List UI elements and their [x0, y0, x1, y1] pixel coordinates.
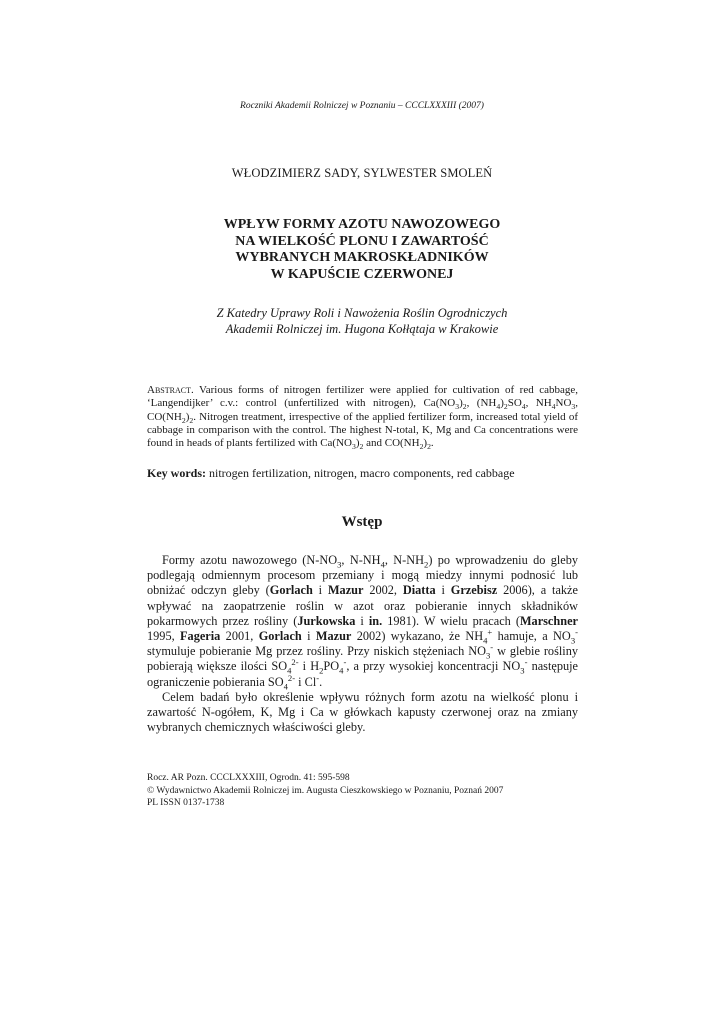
subscript: 2 [359, 442, 364, 452]
abstract-text: . [430, 437, 434, 450]
abstract-label: Abstract. [147, 384, 194, 396]
abstract-text: ) [423, 437, 428, 450]
subscript: 2 [427, 442, 431, 452]
subscript: 2 [181, 415, 186, 425]
affiliation-line: Akademii Rolniczej im. Hugona Kołłątaja w Krakowie [225, 322, 499, 336]
abstract-text: , NH [525, 397, 552, 410]
abstract-text: , (NH [466, 397, 497, 410]
subscript: 3 [571, 402, 576, 412]
article-title [0, 217, 724, 283]
title-line: WYBRANYCH MAKROSKŁADNIKÓW [235, 250, 489, 265]
abstract-text: ) [185, 410, 190, 423]
affiliation [0, 305, 724, 337]
section-heading: Wstęp [341, 514, 383, 530]
keywords [147, 466, 578, 481]
subscript: 4 [551, 402, 556, 412]
footer-line: PL ISSN 0137-1738 [147, 798, 225, 808]
footer [147, 772, 503, 810]
affiliation-line: Z Katedry Uprawy Roli i Nawożenia Roślin Ogrodniczych [216, 306, 508, 320]
abstract-text: ) [355, 437, 360, 450]
subscript: 4 [521, 402, 526, 412]
abstract-text: and CO(NH [363, 437, 420, 450]
abstract-text: SO [507, 397, 522, 410]
subscript: 3 [351, 442, 356, 452]
title-line: WPŁYW FORMY AZOTU NAWOZOWEGO [223, 217, 501, 232]
abstract-text: , CO(NH [147, 397, 578, 423]
footer-line: © Wydawnictwo Akademii Rolniczej im. Augusta Cieszkowskiego w Poznaniu, Poznań 2007 [147, 785, 504, 796]
paragraph: Formy azotu nawozowego ($N-NO_3$, $N-NH_4$, $N-NH_2$) po wprowadzeniu do gleby podlegają odmiennym procesom przemiany i mogą miedzy innymi podnosić lub obniżać odczyn gleby (Gorlach i Mazur 2002, Diatta i Grzebisz 2006), a także wpływać na zaopatrzenie roślin w azot oraz pobieranie innych składników pokarmowych przez rośliny (Jurkowska i in. 1981). W wielu pracach (Marschner 1995, Fageria 2001, Gorlach i Mazur 2002) wykazano, że $NH_4^+$ hamuje, a $NO_3^-$ stymuluje pobieranie Mg przez rośliny. Przy niskich stężeniach $NO_3^-$ w glebie rośliny pobierają większe ilości $SO_4^{2-}$ i $H_2PO_4^-$, a przy wysokiej koncentracji $NO_3^-$ następuje ograniczenie pobierania $SO_4^{2-}$ i Cl-. [147, 553, 579, 692]
running-head: Roczniki Akademii Rolniczej w Poznaniu – CCCLXXXIII (2007) [240, 101, 484, 111]
subscript: 2 [419, 442, 424, 452]
paragraph: Celem badań było określenie wpływu różnych form azotu na wielkość plonu i zawartość N-ogółem, K, Mg i Ca w główkach kapusty czerwonej oraz na zmiany wybranych chemicznych właściwości gleby. [147, 689, 578, 735]
title-line: W KAPUŚCIE CZERWONEJ [270, 266, 454, 282]
abstract-text: NO [555, 397, 572, 410]
abstract-text: ) [459, 397, 463, 410]
subscript: 3 [455, 402, 460, 412]
subscript: 4 [496, 402, 501, 412]
subscript: 2 [189, 415, 194, 425]
abstract-text: . Nitrogen treatment, irrespective of the applied fertilizer form, increased total yield of cabbage in comparison with the control. The highest N-total, K, Mg and Ca concentrations were found in heads of plants fertilized with Ca(NO [147, 410, 578, 450]
keywords-label: Key words: [147, 466, 206, 480]
abstract-text: ) [500, 397, 504, 410]
subscript: 2 [462, 402, 467, 412]
body-text [147, 553, 578, 735]
title-line: NA WIELKOŚĆ PLONU I ZAWARTOŚĆ [235, 233, 489, 249]
authors: WŁODZIMIERZ SADY, SYLWESTER SMOLEŃ [231, 166, 493, 180]
abstract-text: Various forms of nitrogen fertilizer were applied for cultivation of red cabbage, ‘Langendijker’ c.v.: control (unfertilized with nitrogen), Ca(NO [147, 384, 578, 410]
subscript: 2 [503, 402, 508, 412]
footer-line: Rocz. AR Pozn. CCCLXXXIII, Ogrodn. 41: 595-598 [147, 773, 350, 783]
abstract [147, 384, 578, 450]
keywords-text: nitrogen fertilization, nitrogen, macro components, red cabbage [206, 466, 515, 480]
